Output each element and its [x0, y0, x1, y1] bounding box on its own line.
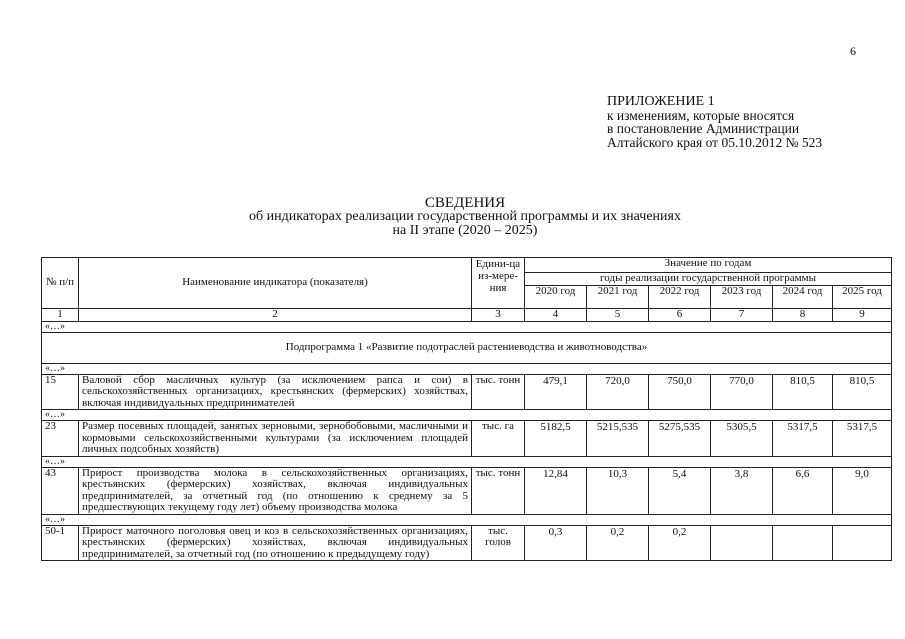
row-unit: тыс. тонн	[472, 467, 525, 514]
column-number: 1	[42, 309, 79, 322]
column-number: 5	[587, 309, 649, 322]
row-value: 10,3	[587, 467, 649, 514]
header-year: 2020 год	[525, 286, 587, 309]
row-unit: тыс. тонн	[472, 374, 525, 410]
column-number: 3	[472, 309, 525, 322]
header-year: 2022 год	[649, 286, 711, 309]
header-year: 2021 год	[587, 286, 649, 309]
row-value	[711, 525, 773, 561]
table-header-row	[42, 258, 892, 273]
table-row	[42, 374, 892, 410]
row-value: 6,6	[773, 467, 833, 514]
subprogram-title: Подпрограмма 1 «Развитие подотраслей растениеводства и животноводства»	[42, 332, 892, 363]
appendix-line: к изменениям, которые вносятся	[607, 107, 795, 123]
row-value: 0,3	[525, 525, 587, 561]
table-row	[42, 467, 892, 514]
ellipsis-row	[42, 410, 892, 421]
row-name: Прирост маточного поголовья овец и коз в сельскохозяйственных организациях, крестьянских (фермерских) хозяйствах, включая индивидуальных предпринимателей, за отчетный год (по отношению к предыдущему году)	[79, 525, 472, 561]
ellipsis-row	[42, 321, 892, 332]
header-name: Наименование индикатора (показателя)	[79, 258, 472, 309]
row-name: Размер посевных площадей, занятых зерновыми, зернобобовыми, масличными и кормовыми сельскохозяйственными культурами (за исключением площадей личных подсобных хозяйств)	[79, 421, 472, 457]
row-value: 5,4	[649, 467, 711, 514]
ellipsis-row	[42, 514, 892, 525]
header-year: 2024 год	[773, 286, 833, 309]
appendix-block	[607, 95, 822, 149]
column-number: 6	[649, 309, 711, 322]
row-value: 5215,535	[587, 421, 649, 457]
row-value: 5317,5	[833, 421, 892, 457]
row-name: Валовой сбор масличных культур (за исключением рапса и сои) в сельскохозяйственных организациях, крестьянских (фермерских) хозяйствах, включая индивидуальных предпринимателей	[79, 374, 472, 410]
row-value: 770,0	[711, 374, 773, 410]
row-value	[773, 525, 833, 561]
row-value	[833, 525, 892, 561]
row-value: 810,5	[833, 374, 892, 410]
row-value: 479,1	[525, 374, 587, 410]
appendix-line: в постановление Администрации	[607, 121, 800, 136]
row-num: 23	[42, 421, 79, 457]
row-value: 9,0	[833, 467, 892, 514]
ellipsis-cell: «…»	[42, 410, 892, 421]
header-years-group: годы реализации государственной программы	[525, 273, 892, 286]
header-values-by-year: Значение по годам	[525, 258, 892, 273]
row-value: 0,2	[587, 525, 649, 561]
header-unit: Едини-ца из-мере-ния	[472, 258, 525, 309]
ellipsis-cell: «…»	[42, 514, 892, 525]
row-num: 15	[42, 374, 79, 410]
row-unit: тыс. голов	[472, 525, 525, 561]
row-value: 810,5	[773, 374, 833, 410]
row-unit: тыс. га	[472, 421, 525, 457]
indicators-table	[41, 257, 892, 561]
header-num: № п/п	[42, 258, 79, 309]
document-heading	[200, 196, 730, 238]
row-value: 5305,5	[711, 421, 773, 457]
column-number: 8	[773, 309, 833, 322]
ellipsis-cell: «…»	[42, 321, 892, 332]
ellipsis-row	[42, 363, 892, 374]
table-row	[42, 421, 892, 457]
appendix-title: ПРИЛОЖЕНИЕ 1	[607, 94, 715, 109]
column-number: 9	[833, 309, 892, 322]
row-value: 750,0	[649, 374, 711, 410]
page-number: 6	[850, 44, 856, 58]
heading-line: об индикаторах реализации государственной программы и их значениях	[249, 209, 681, 224]
row-value: 0,2	[649, 525, 711, 561]
header-year: 2023 год	[711, 286, 773, 309]
column-number: 7	[711, 309, 773, 322]
ellipsis-row	[42, 456, 892, 467]
ellipsis-cell: «…»	[42, 363, 892, 374]
row-name: Прирост производства молока в сельскохозяйственных организациях, крестьянских (фермерских) хозяйствах, включая индивидуальных предпринимателей, за отчетный год (по отношению к среднему за 5 предшествующих текущему году лет) объему производства молока	[79, 467, 472, 514]
column-number: 4	[525, 309, 587, 322]
row-value: 720,0	[587, 374, 649, 410]
row-value: 5275,535	[649, 421, 711, 457]
row-value: 12,84	[525, 467, 587, 514]
header-year: 2025 год	[833, 286, 892, 309]
appendix-line: Алтайского края от 05.10.2012 № 523	[607, 134, 823, 150]
heading-line: на II этапе (2020 – 2025)	[392, 223, 538, 238]
ellipsis-cell: «…»	[42, 456, 892, 467]
row-num: 43	[42, 467, 79, 514]
column-numbers-row	[42, 309, 892, 322]
subprogram-row	[42, 332, 892, 363]
row-value: 5317,5	[773, 421, 833, 457]
table-row	[42, 525, 892, 561]
row-value: 5182,5	[525, 421, 587, 457]
column-number: 2	[79, 309, 472, 322]
row-num: 50-1	[42, 525, 79, 561]
row-value: 3,8	[711, 467, 773, 514]
heading-title: СВЕДЕНИЯ	[424, 195, 506, 211]
